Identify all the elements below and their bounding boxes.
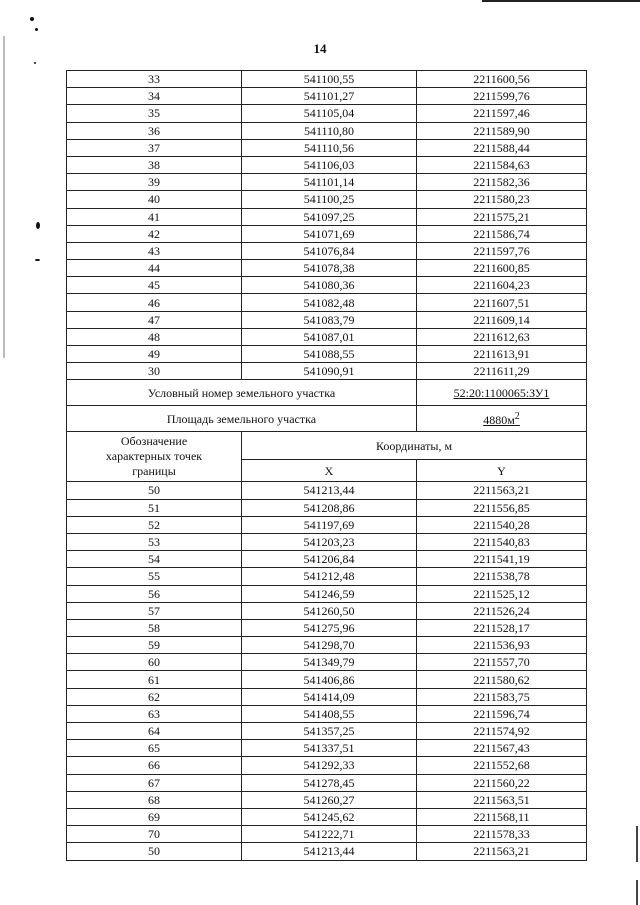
scan-margin-shadow: [3, 36, 5, 358]
point-number-cell: 48: [67, 328, 242, 345]
table-row: [67, 516, 587, 533]
x-coordinate-cell: 541213,44: [242, 843, 417, 860]
table-row: [67, 619, 587, 636]
y-coordinate-cell: 2211574,92: [417, 723, 587, 740]
table-row: [67, 808, 587, 825]
scan-speck: [30, 17, 34, 21]
x-coordinate-cell: 541349,79: [242, 654, 417, 671]
y-coordinate-cell: 2211604,23: [417, 277, 587, 294]
point-number-cell: 68: [67, 791, 242, 808]
y-coordinate-cell: 2211611,29: [417, 363, 587, 380]
table-row: [67, 208, 587, 225]
parcel-area-number: 4880: [483, 412, 508, 427]
x-coordinate-cell: 541408,55: [242, 705, 417, 722]
coordinates-table: [66, 70, 587, 861]
x-coordinate-cell: 541106,03: [242, 156, 417, 173]
coordinates-header-row: [67, 432, 587, 460]
x-coordinate-cell: 541105,04: [242, 105, 417, 122]
y-coordinate-cell: 2211580,23: [417, 191, 587, 208]
point-number-cell: 34: [67, 88, 242, 105]
table-row: [67, 688, 587, 705]
table-row: [67, 242, 587, 259]
parcel-number-row: [67, 380, 587, 406]
point-number-cell: 49: [67, 346, 242, 363]
y-coordinate-cell: 2211612,63: [417, 328, 587, 345]
table-row: [67, 637, 587, 654]
x-coordinate-cell: 541246,59: [242, 585, 417, 602]
table-row: [67, 294, 587, 311]
point-number-cell: 47: [67, 311, 242, 328]
point-number-cell: 65: [67, 740, 242, 757]
point-number-cell: 37: [67, 139, 242, 156]
x-coordinate-cell: 541357,25: [242, 723, 417, 740]
coordinates-column-header: Координаты, м: [242, 432, 587, 460]
x-coordinate-cell: 541101,14: [242, 174, 417, 191]
table-row: [67, 122, 587, 139]
table-row: [67, 139, 587, 156]
y-coordinate-cell: 2211563,51: [417, 791, 587, 808]
x-coordinate-cell: 541208,86: [242, 499, 417, 516]
table-row: [67, 277, 587, 294]
table-row: [67, 705, 587, 722]
x-column-header: X: [242, 460, 417, 482]
y-coordinate-cell: 2211613,91: [417, 346, 587, 363]
point-number-cell: 57: [67, 602, 242, 619]
x-coordinate-cell: 541260,50: [242, 602, 417, 619]
point-number-cell: 42: [67, 225, 242, 242]
x-coordinate-cell: 541245,62: [242, 808, 417, 825]
scan-speck: [36, 222, 40, 229]
x-coordinate-cell: 541080,36: [242, 277, 417, 294]
point-number-cell: 50: [67, 482, 242, 499]
y-coordinate-cell: 2211575,21: [417, 208, 587, 225]
point-number-cell: 52: [67, 516, 242, 533]
table-row: [67, 723, 587, 740]
scan-edge-line: [482, 0, 640, 2]
x-coordinate-cell: 541414,09: [242, 688, 417, 705]
point-number-cell: 45: [67, 277, 242, 294]
scan-speck: [34, 62, 36, 64]
parcel-number-label: Условный номер земельного участка: [67, 380, 417, 406]
x-coordinate-cell: 541197,69: [242, 516, 417, 533]
point-number-cell: 59: [67, 637, 242, 654]
y-coordinate-cell: 2211536,93: [417, 637, 587, 654]
y-coordinate-cell: 2211541,19: [417, 551, 587, 568]
x-coordinate-cell: 541097,25: [242, 208, 417, 225]
y-coordinate-cell: 2211596,74: [417, 705, 587, 722]
x-coordinate-cell: 541076,84: [242, 242, 417, 259]
parcel-area-text: [483, 410, 520, 427]
table-row: [67, 363, 587, 380]
scan-speck: [35, 259, 40, 261]
point-number-cell: 66: [67, 757, 242, 774]
table-row: [67, 740, 587, 757]
x-coordinate-cell: 541278,45: [242, 774, 417, 791]
point-number-cell: 33: [67, 71, 242, 88]
point-number-cell: 38: [67, 156, 242, 173]
x-coordinate-cell: 541110,80: [242, 122, 417, 139]
scan-margin-mark: [636, 880, 638, 905]
table-row: [67, 774, 587, 791]
table-row: [67, 225, 587, 242]
y-coordinate-cell: 2211583,75: [417, 688, 587, 705]
y-coordinate-cell: 2211556,85: [417, 499, 587, 516]
x-coordinate-cell: 541203,23: [242, 533, 417, 550]
y-coordinate-cell: 2211597,46: [417, 105, 587, 122]
parcel-number-value: [417, 380, 587, 406]
table-row: [67, 602, 587, 619]
x-coordinate-cell: 541298,70: [242, 637, 417, 654]
point-number-cell: 61: [67, 671, 242, 688]
table-row: [67, 791, 587, 808]
x-coordinate-cell: 541100,55: [242, 71, 417, 88]
y-coordinate-cell: 2211600,85: [417, 260, 587, 277]
y-coordinate-cell: 2211563,21: [417, 843, 587, 860]
table-row: [67, 88, 587, 105]
x-coordinate-cell: 541206,84: [242, 551, 417, 568]
point-number-cell: 70: [67, 826, 242, 843]
table-row: [67, 654, 587, 671]
x-coordinate-cell: 541088,55: [242, 346, 417, 363]
point-number-cell: 44: [67, 260, 242, 277]
scan-margin-mark: [636, 826, 638, 862]
point-number-cell: 67: [67, 774, 242, 791]
table-row: [67, 671, 587, 688]
point-number-cell: 56: [67, 585, 242, 602]
y-coordinate-cell: 2211580,62: [417, 671, 587, 688]
x-coordinate-cell: 541100,25: [242, 191, 417, 208]
point-number-cell: 60: [67, 654, 242, 671]
point-number-cell: 69: [67, 808, 242, 825]
point-number-cell: 54: [67, 551, 242, 568]
point-number-cell: 64: [67, 723, 242, 740]
table-row: [67, 328, 587, 345]
table-row: [67, 311, 587, 328]
y-coordinate-cell: 2211600,56: [417, 71, 587, 88]
y-coordinate-cell: 2211538,78: [417, 568, 587, 585]
x-coordinate-cell: 541071,69: [242, 225, 417, 242]
table-row: [67, 346, 587, 363]
table-row: [67, 191, 587, 208]
table-row: [67, 568, 587, 585]
x-coordinate-cell: 541082,48: [242, 294, 417, 311]
point-number-cell: 36: [67, 122, 242, 139]
y-coordinate-cell: 2211586,74: [417, 225, 587, 242]
x-coordinate-cell: 541260,27: [242, 791, 417, 808]
table-row: [67, 156, 587, 173]
parcel-area-unit-power: 2: [514, 410, 520, 422]
x-coordinate-cell: 541110,56: [242, 139, 417, 156]
x-coordinate-cell: 541101,27: [242, 88, 417, 105]
y-coordinate-cell: 2211540,28: [417, 516, 587, 533]
x-coordinate-cell: 541078,38: [242, 260, 417, 277]
y-coordinate-cell: 2211560,22: [417, 774, 587, 791]
y-coordinate-cell: 2211607,51: [417, 294, 587, 311]
scan-speck: [35, 28, 38, 31]
x-coordinate-cell: 541406,86: [242, 671, 417, 688]
point-number-cell: 43: [67, 242, 242, 259]
y-coordinate-cell: 2211582,36: [417, 174, 587, 191]
y-coordinate-cell: 2211584,63: [417, 156, 587, 173]
x-coordinate-cell: 541212,48: [242, 568, 417, 585]
y-coordinate-cell: 2211525,12: [417, 585, 587, 602]
point-number-cell: 50: [67, 843, 242, 860]
parcel-area-label: Площадь земельного участка: [67, 406, 417, 432]
point-number-cell: 55: [67, 568, 242, 585]
table-row: [67, 826, 587, 843]
x-coordinate-cell: 541337,51: [242, 740, 417, 757]
point-number-cell: 58: [67, 619, 242, 636]
point-number-cell: 62: [67, 688, 242, 705]
y-coordinate-cell: 2211597,76: [417, 242, 587, 259]
y-coordinate-cell: 2211563,21: [417, 482, 587, 499]
table-row: [67, 757, 587, 774]
x-coordinate-cell: 541087,01: [242, 328, 417, 345]
table-row: [67, 105, 587, 122]
x-coordinate-cell: 541292,33: [242, 757, 417, 774]
y-coordinate-cell: 2211588,44: [417, 139, 587, 156]
parcel-area-value: [417, 406, 587, 432]
y-coordinate-cell: 2211568,11: [417, 808, 587, 825]
point-number-cell: 41: [67, 208, 242, 225]
table-row: [67, 260, 587, 277]
coordinates-table-part-2: [67, 482, 587, 860]
x-coordinate-cell: 541222,71: [242, 826, 417, 843]
y-coordinate-cell: 2211609,14: [417, 311, 587, 328]
point-number-cell: 35: [67, 105, 242, 122]
y-coordinate-cell: 2211557,70: [417, 654, 587, 671]
x-coordinate-cell: 541275,96: [242, 619, 417, 636]
table-row: [67, 71, 587, 88]
points-column-header: Обозначение характерных точек границы: [67, 432, 242, 482]
y-coordinate-cell: 2211589,90: [417, 122, 587, 139]
y-column-header: Y: [417, 460, 587, 482]
page-number: 14: [313, 41, 327, 56]
point-number-cell: 30: [67, 363, 242, 380]
table-row: [67, 551, 587, 568]
parcel-area-row: [67, 406, 587, 432]
table-row: [67, 585, 587, 602]
y-coordinate-cell: 2211540,83: [417, 533, 587, 550]
y-coordinate-cell: 2211528,17: [417, 619, 587, 636]
x-coordinate-cell: 541213,44: [242, 482, 417, 499]
point-number-cell: 39: [67, 174, 242, 191]
y-coordinate-cell: 2211567,43: [417, 740, 587, 757]
point-number-cell: 63: [67, 705, 242, 722]
point-number-cell: 40: [67, 191, 242, 208]
y-coordinate-cell: 2211578,33: [417, 826, 587, 843]
table-row: [67, 533, 587, 550]
table-row: [67, 174, 587, 191]
point-number-cell: 53: [67, 533, 242, 550]
point-number-cell: 51: [67, 499, 242, 516]
parcel-area-unit: м: [507, 412, 515, 427]
table-row: [67, 482, 587, 499]
y-coordinate-cell: 2211552,68: [417, 757, 587, 774]
parcel-number-text: 52:20:1100065:ЗУ1: [453, 385, 550, 400]
parcel-info: [67, 380, 587, 482]
y-coordinate-cell: 2211599,76: [417, 88, 587, 105]
x-coordinate-cell: 541090,91: [242, 363, 417, 380]
coordinates-table-part-1: [67, 71, 587, 380]
y-coordinate-cell: 2211526,24: [417, 602, 587, 619]
table-row: [67, 499, 587, 516]
table-row: [67, 843, 587, 860]
x-coordinate-cell: 541083,79: [242, 311, 417, 328]
point-number-cell: 46: [67, 294, 242, 311]
